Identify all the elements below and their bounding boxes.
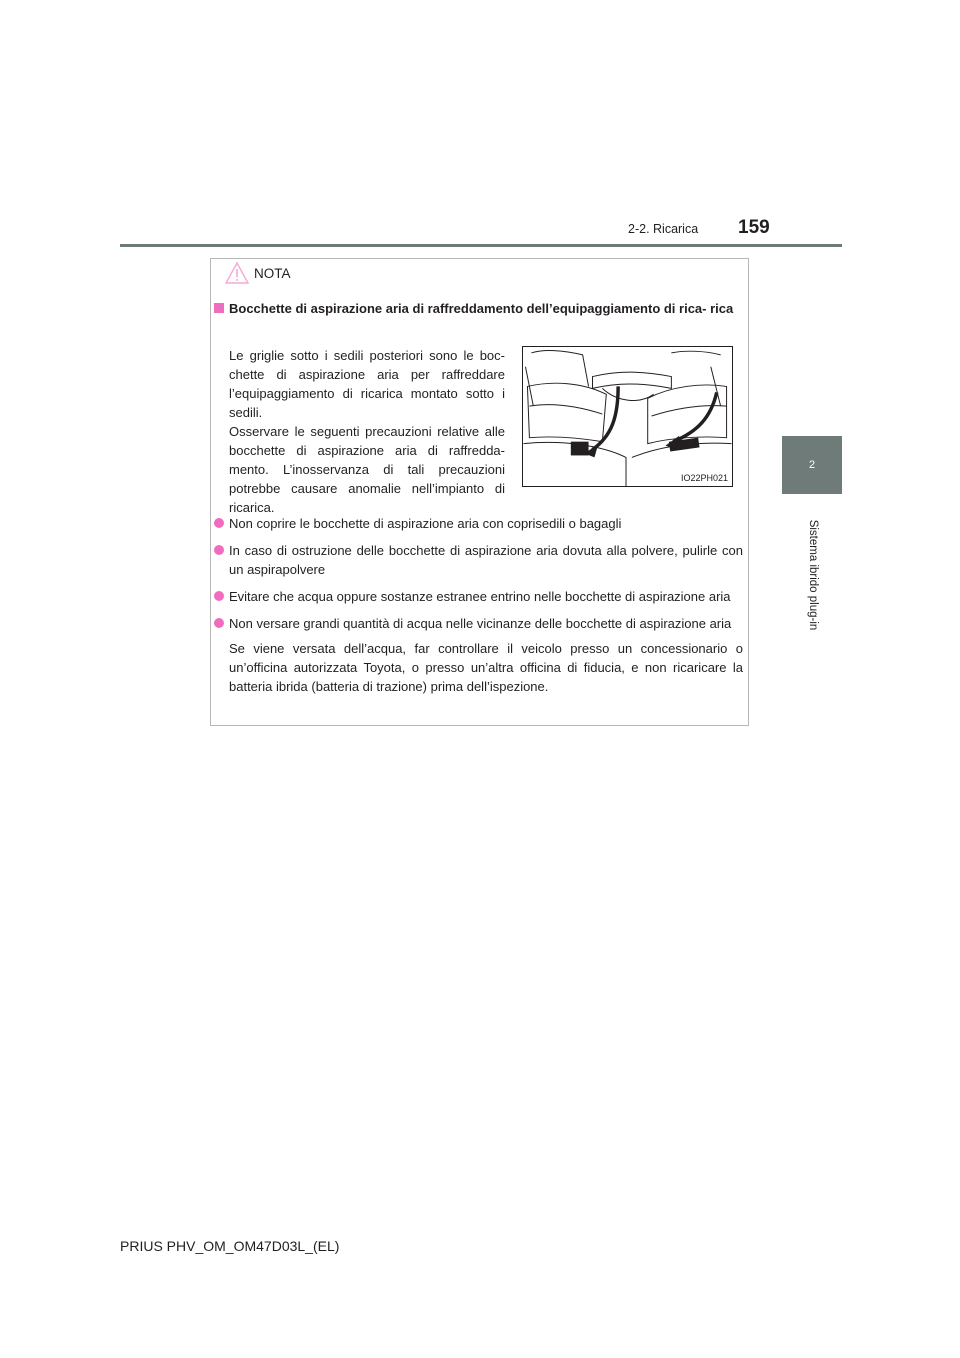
square-bullet-icon xyxy=(214,303,224,313)
bullet-text: Non versare grandi quantità di acqua nelle vicinanze delle bocchette di aspirazione aria xyxy=(229,616,732,631)
bullet-list xyxy=(213,514,743,696)
note-label: NOTA xyxy=(254,265,291,281)
intro-paragraph-1: Le griglie sotto i sedili posteriori sono le boc- chette di aspirazione aria per raffreddare l’equipaggiamento di ricarica montato sotto i sedili. xyxy=(229,348,505,420)
round-bullet-icon xyxy=(214,545,224,555)
document-code: PRIUS PHV_OM_OM47D03L_(EL) xyxy=(120,1238,340,1254)
intro-paragraph-2: Osservare le seguenti precauzioni relative alle bocchette di aspirazione aria di raffredda- mento. L’inosservanza di tali precauzioni potrebbe causare anomalie nell’impianto di ricarica. xyxy=(229,424,505,515)
chapter-label xyxy=(806,505,820,645)
list-item xyxy=(213,587,743,606)
item-heading-text: Bocchette di aspirazione aria di raffreddamento dell’equipaggiamento di rica- rica xyxy=(229,301,734,316)
note-header xyxy=(224,259,291,287)
round-bullet-icon xyxy=(214,618,224,628)
bullet-text: Evitare che acqua oppure sostanze estranee entrino nelle bocchette di aspirazione aria xyxy=(229,589,731,604)
list-item xyxy=(213,614,743,633)
chapter-tab: 2 xyxy=(782,436,842,494)
chapter-label-text: Sistema ibrido plug-in xyxy=(807,519,819,631)
round-bullet-icon xyxy=(214,591,224,601)
list-item xyxy=(213,514,743,533)
figure-code: IO22PH021 xyxy=(680,473,728,483)
section-title: 2-2. Ricarica xyxy=(628,222,699,236)
item-heading xyxy=(213,299,743,318)
rear-seat-drawing xyxy=(523,347,732,486)
rear-seat-illustration xyxy=(522,346,733,487)
list-item xyxy=(213,541,743,579)
bullet-text: In caso di ostruzione delle bocchette di aspirazione aria dovuta alla polvere, pulirle con un aspirapolvere xyxy=(229,543,743,577)
header-rule xyxy=(120,244,842,247)
page-number: 159 xyxy=(738,217,770,238)
bullet-text: Non coprire le bocchette di aspirazione aria con coprisedili o bagagli xyxy=(229,516,622,531)
warning-triangle-icon xyxy=(224,261,250,285)
follow-up-paragraph: Se viene versata dell’acqua, far controllare il veicolo presso un concessionario o un’officina autorizzata Toyota, o presso un’altra officina di fiducia, e non ricaricare la batteria ibrida (batteria di trazione) prima dell’ispezione. xyxy=(229,641,743,694)
round-bullet-icon xyxy=(214,518,224,528)
